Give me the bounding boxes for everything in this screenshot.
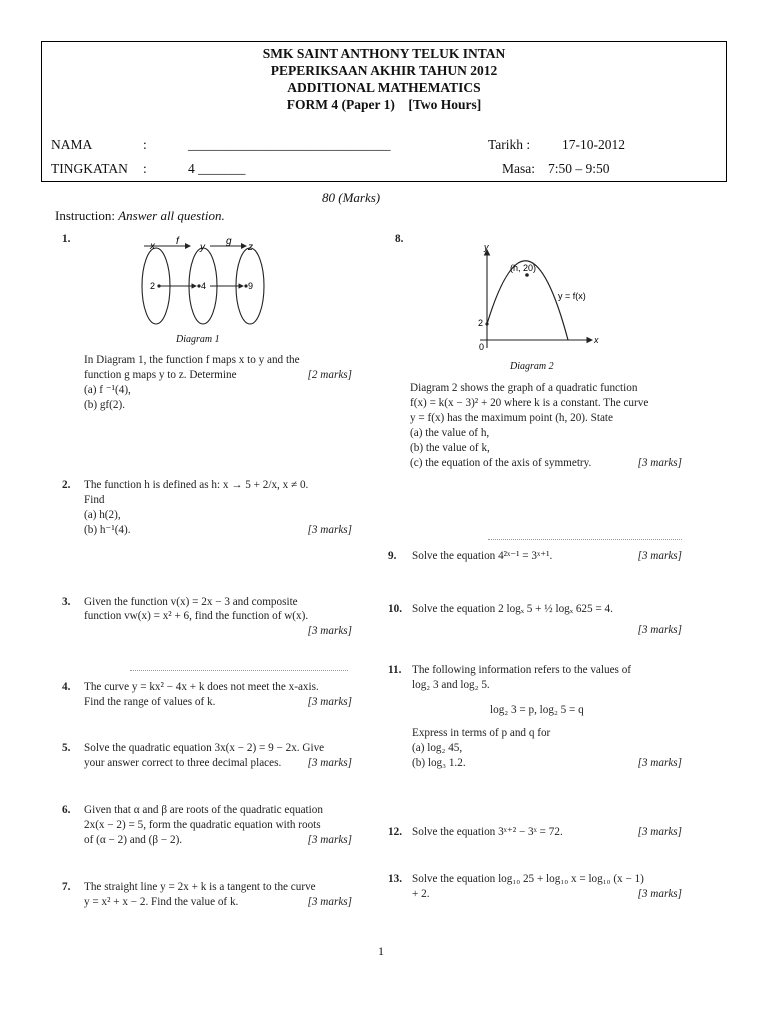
question-1-line-1: In Diagram 1, the function f maps x to y and the [84, 354, 300, 366]
question-3-number: 3. [62, 596, 71, 608]
question-1-part-a: (a) f ⁻¹(4), [84, 384, 131, 396]
diagram-2-x-label: x [594, 335, 599, 345]
question-2-line-2: Find [84, 494, 105, 506]
header-box [41, 41, 727, 182]
diagram-1-caption: Diagram 1 [176, 334, 220, 345]
question-3-line-1: Given the function v(x) = 2x − 3 and composite [84, 596, 298, 608]
question-5-line-2: your answer correct to three decimal places. [84, 757, 282, 769]
diagram-2 [468, 240, 608, 356]
question-5-line-1: Solve the quadratic equation 3x(x − 2) = 9 − 2x. Give [84, 742, 325, 754]
question-12-line-1: Solve the equation 3ˣ⁺² − 3ˣ = 72. [412, 826, 563, 838]
question-8-line-3: y = f(x) has the maximum point (h, 20). State [410, 412, 613, 424]
question-9-marks: [3 marks] [637, 550, 682, 562]
page-number: 1 [378, 944, 384, 958]
question-6-line-3: of (α − 2) and (β − 2). [84, 834, 183, 846]
question-13-line-1: Solve the equation log₁₀ 25 + log₁₀ x = log₁₀ (x − 1) [412, 873, 644, 885]
question-5 [62, 741, 352, 771]
question-4-number: 4. [62, 681, 71, 693]
question-2 [62, 478, 352, 540]
question-3-marks: [3 marks] [307, 625, 352, 637]
question-8-part-a: (a) the value of h, [410, 427, 490, 439]
question-11-part-a: (a) log₂ 45, [412, 742, 463, 754]
question-2-line-1: The function h is defined as h: x → 5 + 2/x, x ≠ 0. [84, 479, 309, 491]
question-4-line-2: Find the range of values of k. [84, 696, 216, 708]
question-10-marks: [3 marks] [637, 624, 682, 636]
question-4-line-1: The curve y = kx² − 4x + k does not meet the x-axis. [84, 681, 319, 693]
origin-label: 0 [479, 342, 485, 352]
question-7-line-1: The straight line y = 2x + k is a tangent to the curve [84, 881, 316, 893]
curve-label: y = f(x) [558, 291, 586, 301]
value-4: 4 [201, 281, 207, 291]
question-7-line-2: y = x² + x − 2. Find the value of k. [84, 896, 239, 908]
tarikh-value: 17-10-2012 [562, 137, 625, 152]
label-x: x [150, 241, 155, 252]
tarikh-label: Tarikh : [488, 137, 531, 152]
question-8-line-2: f(x) = k(x − 3)² + 20 where k is a constant. The curve [410, 397, 649, 409]
exam-title: PEPERIKSAAN AKHIR TAHUN 2012 [270, 63, 498, 78]
diagram-1 [130, 236, 280, 334]
question-8-marks: [3 marks] [637, 457, 682, 469]
instruction [55, 208, 225, 224]
question-1-number: 1. [62, 233, 71, 245]
divider-dots-right [488, 539, 682, 540]
question-11 [388, 663, 682, 773]
question-2-number: 2. [62, 479, 71, 491]
question-8-line-1: Diagram 2 shows the graph of a quadratic function [410, 382, 638, 394]
form-title: FORM 4 (Paper 1) [Two Hours] [286, 97, 482, 112]
question-9-line-1: Solve the equation 4²ˣ⁻¹ = 3ˣ⁺¹. [412, 550, 553, 562]
question-6 [62, 803, 352, 849]
question-7-number: 7. [62, 881, 71, 893]
question-3-line-2: function vw(x) = x² + 6, find the function of w(x). [84, 610, 309, 622]
question-8 [388, 381, 682, 476]
tingkatan-field: 4 _______ [188, 161, 246, 176]
masa-label: Masa: [502, 161, 535, 176]
question-10-line-1: Solve the equation 2 logₓ 5 + ½ logₓ 625 = 4. [412, 603, 613, 615]
question-6-marks: [3 marks] [307, 834, 352, 846]
question-5-marks: [3 marks] [307, 757, 352, 769]
question-1-line-2: function g maps y to z. Determine [84, 369, 237, 381]
question-11-line-2: log₂ 3 and log₂ 5. [412, 679, 490, 691]
question-8-number-wrap [395, 232, 435, 248]
question-11-line-1: The following information refers to the values of [412, 664, 632, 676]
question-10 [388, 602, 682, 634]
question-1-marks: [2 marks] [307, 369, 352, 381]
y-intercept-label: 2 [478, 318, 484, 328]
question-13-number: 13. [388, 873, 402, 885]
nama-colon: : [143, 137, 147, 152]
max-point-label: (h, 20) [510, 263, 537, 273]
question-7-marks: [3 marks] [307, 896, 352, 908]
question-8-number: 8. [395, 233, 404, 245]
question-11-marks: [3 marks] [637, 757, 682, 769]
question-6-number: 6. [62, 804, 71, 816]
subject-title: ADDITIONAL MATHEMATICS [287, 80, 481, 95]
question-8-part-c: (c) the equation of the axis of symmetry. [410, 457, 592, 469]
tingkatan-label: TINGKATAN [51, 161, 128, 176]
question-12-marks: [3 marks] [637, 826, 682, 838]
total-marks: 80 (Marks) [322, 190, 381, 205]
question-1-part-b: (b) gf(2). [84, 399, 126, 411]
question-12 [388, 825, 682, 841]
question-12-number: 12. [388, 826, 402, 838]
diagram-2-caption: Diagram 2 [510, 361, 554, 372]
instruction-prefix: Instruction: [55, 208, 119, 223]
diagram-2-y-label: y [484, 242, 489, 252]
question-9 [388, 549, 682, 565]
school-name: SMK SAINT ANTHONY TELUK INTAN [262, 46, 506, 61]
question-4-marks: [3 marks] [307, 696, 352, 708]
question-13 [388, 872, 682, 904]
nama-label: NAMA [51, 137, 93, 152]
question-6-line-2: 2x(x − 2) = 5, form the quadratic equation with roots [84, 819, 321, 831]
value-9: 9 [248, 281, 254, 291]
value-2: 2 [150, 281, 156, 291]
question-6-line-1: Given that α and β are roots of the quadratic equation [84, 804, 323, 816]
question-1 [62, 353, 352, 415]
question-10-number: 10. [388, 603, 402, 615]
question-13-marks: [3 marks] [637, 888, 682, 900]
nama-field: ______________________________ [188, 137, 391, 152]
label-y: y [200, 242, 205, 253]
question-9-number: 9. [388, 550, 397, 562]
question-11-given: log₂ 3 = p, log₂ 5 = q [490, 704, 584, 716]
label-g: g [226, 236, 232, 247]
question-8-part-b: (b) the value of k, [410, 442, 490, 454]
question-2-part-a: (a) h(2), [84, 509, 121, 521]
question-4 [62, 680, 352, 710]
question-2-marks: [3 marks] [307, 524, 352, 536]
divider-dots-left [130, 670, 348, 671]
masa-value: 7:50 – 9:50 [548, 161, 610, 176]
question-11-number: 11. [388, 664, 402, 676]
question-3 [62, 595, 352, 641]
question-11-line-3: Express in terms of p and q for [412, 727, 551, 739]
question-13-line-2: + 2. [412, 888, 430, 900]
tingkatan-colon: : [143, 161, 147, 176]
instruction-text: Answer all question. [118, 208, 225, 223]
label-z: z [248, 242, 253, 253]
label-f: f [176, 236, 179, 247]
question-5-number: 5. [62, 742, 71, 754]
question-2-part-b: (b) h⁻¹(4). [84, 524, 131, 536]
question-7 [62, 880, 352, 910]
question-11-part-b: (b) log₃ 1.2. [412, 757, 466, 769]
